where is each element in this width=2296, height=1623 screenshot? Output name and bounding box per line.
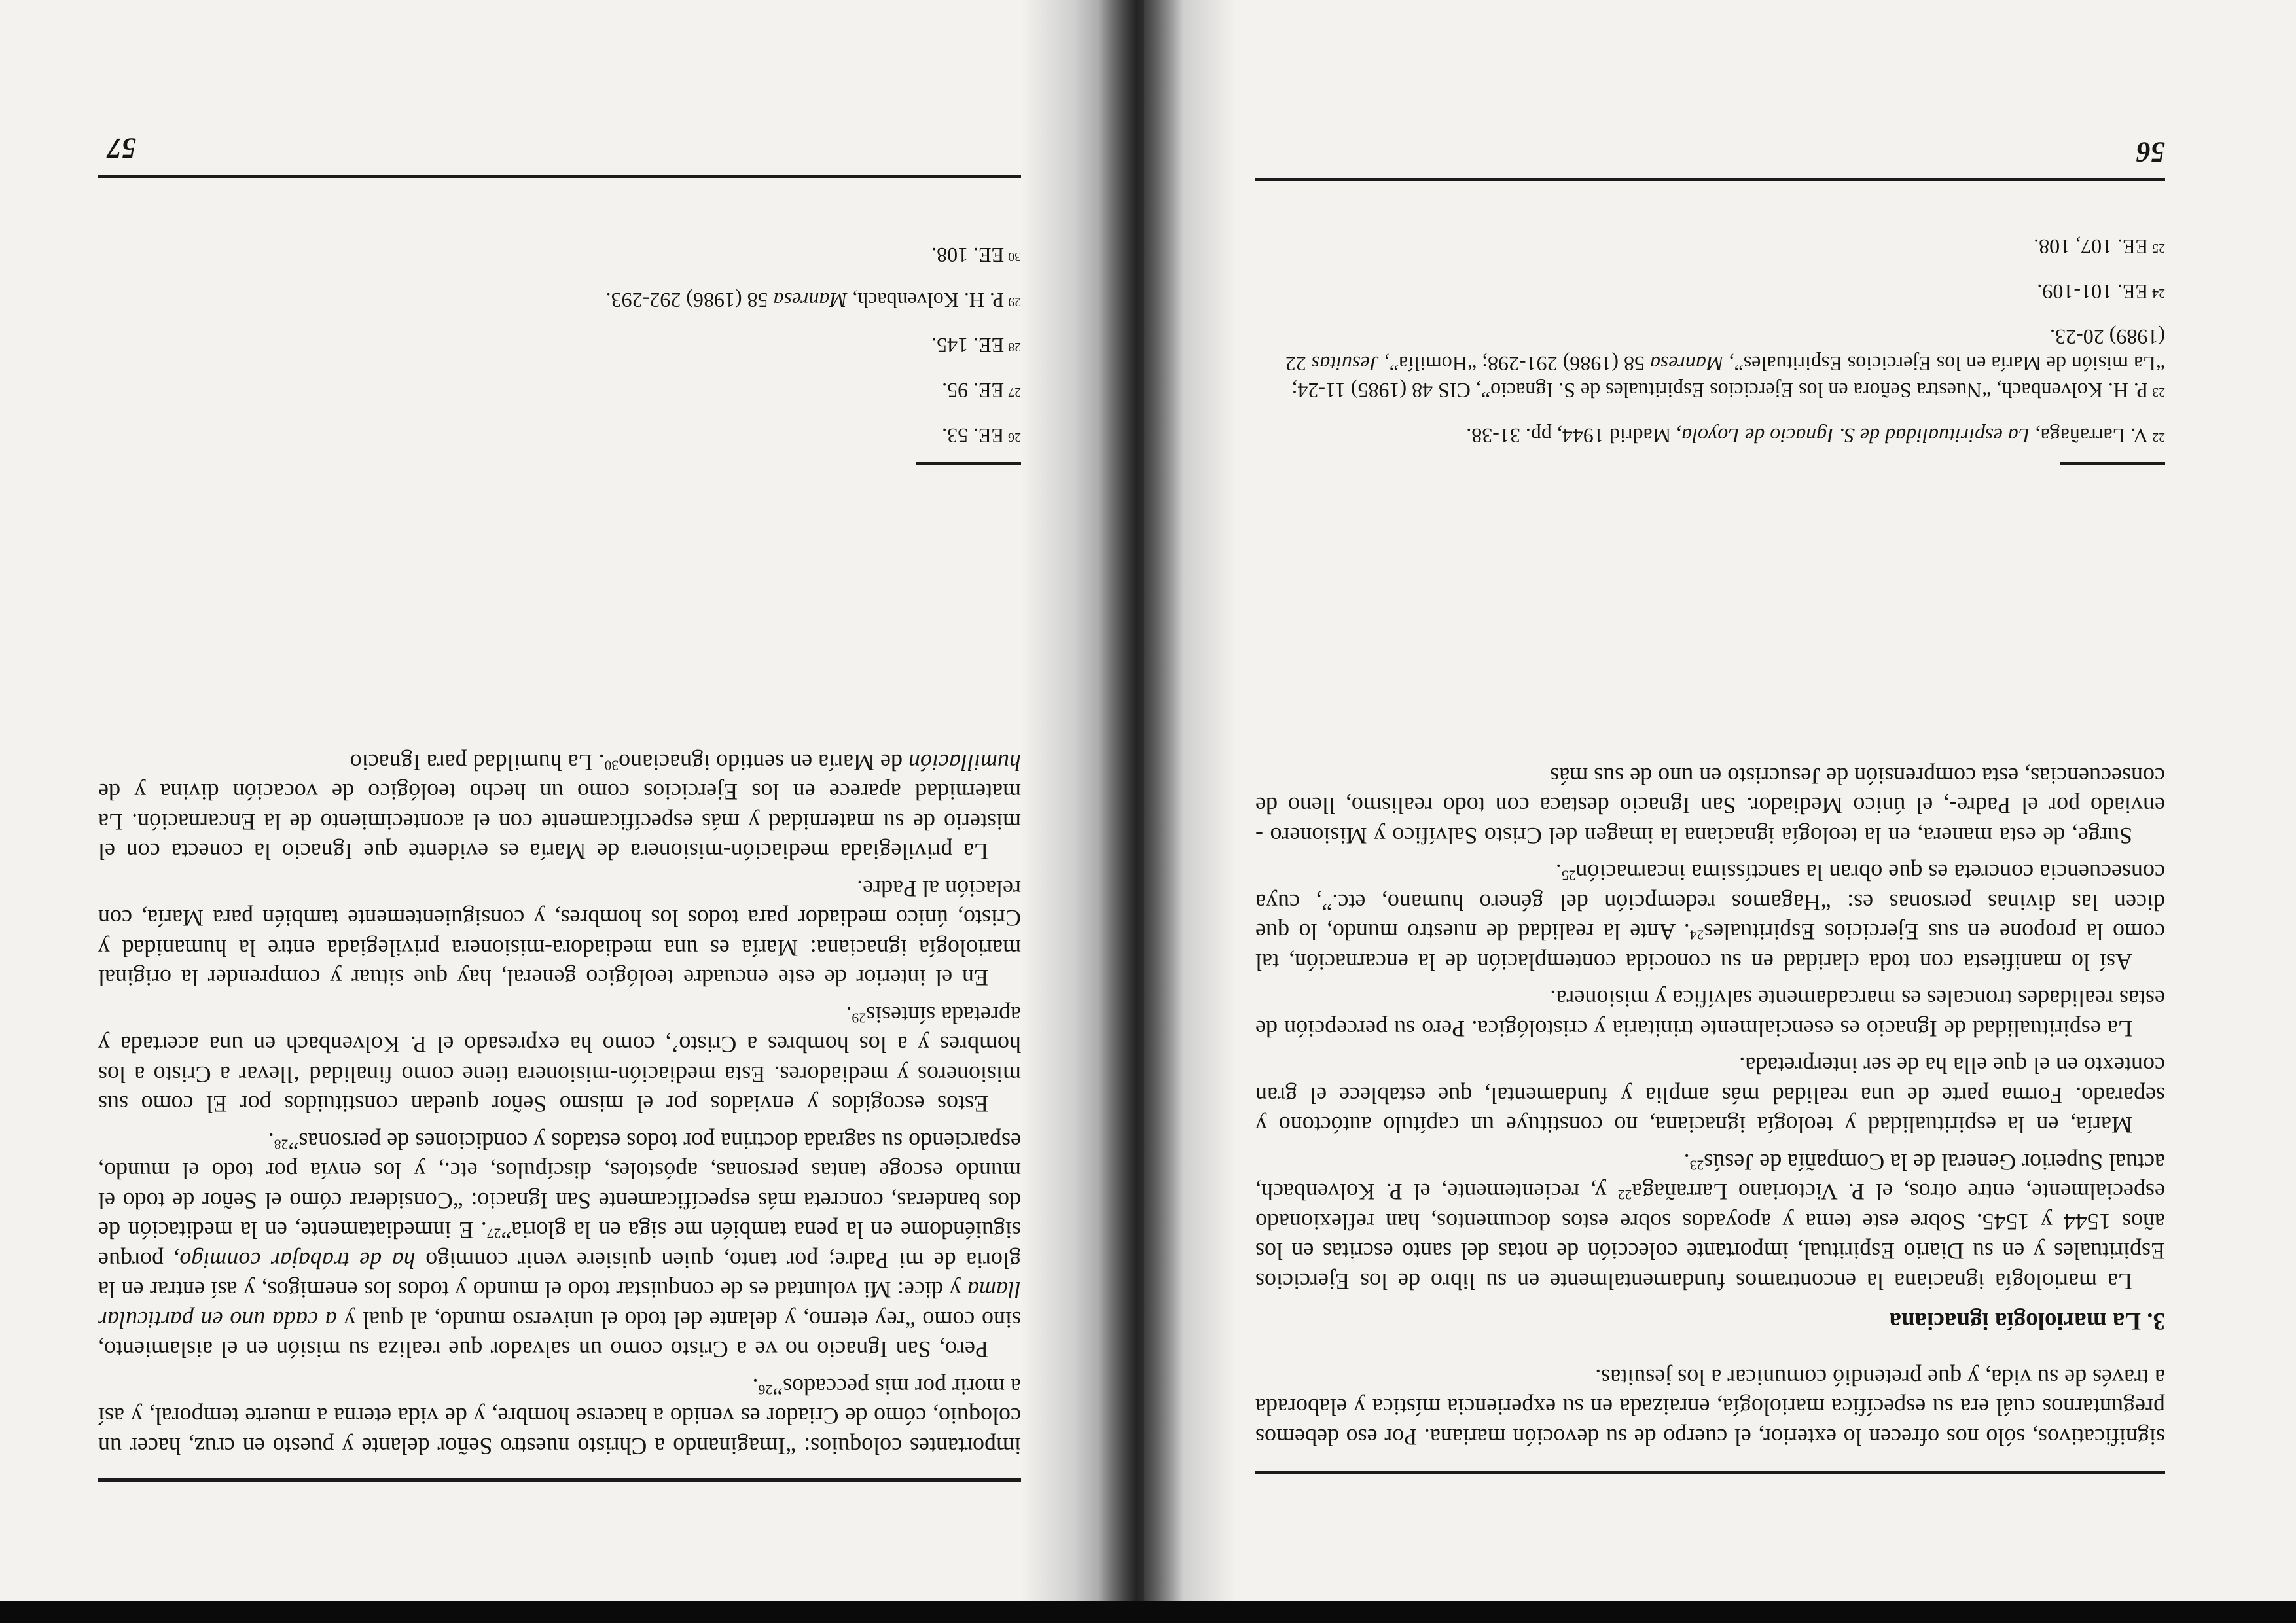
footnote-rule [916,462,1021,465]
page-56-footnotes [1255,216,2165,450]
footnote-ref-24[interactable]: 24 [1689,927,1704,944]
footnote-28: $^{28}$EE. 145. [931,334,1021,358]
top-rule [1255,1471,2165,1474]
footnote-ref-28[interactable]: 28 [274,1136,289,1152]
paragraph-intro: significativos, sólo nos ofrecen lo exterior, el cuerpo de su devoción mariana. Por eso debemos preguntarnos cuál era su específica mariología, enraizada en su experiencia mística y elaborada a través de su vida, y que pretendió comunicar a los jesuitas. [1255,1364,2165,1450]
paragraph-intro: importantes coloquios: “Imaginando a Christo nuestro Señor delante y puesto en cruz, hacer un coloquio, cómo de Criador es venido a hacerse hombre, y de vida eterna a muerte temporal, y así a morir por mis peccados”$^{26}$. [98,1374,1021,1459]
page-57-footnotes [98,224,1021,450]
page-56-body [1255,761,2165,1452]
footnote-26: $^{26}$EE. 53. [942,424,1021,448]
footnote-29: $^{29}$P. H. Kolvenbach, Manresa 58 (1986) 292-293. [605,289,1021,313]
footnote-ref-25[interactable]: 25 [1561,868,1576,884]
section-heading: 3. La mariología ignaciana [1889,1308,2165,1335]
footnote-ref-29[interactable]: 29 [852,1010,867,1026]
top-rule [98,1478,1021,1482]
footnote-ref-30[interactable]: 30 [604,757,619,774]
paragraph-3: La espiritualidad de Ignacio es esencialmente trinitaria y cristológica. Pero su percepción de estas realidades troncales es marcadamente salvífica y misionera. [1255,986,2165,1042]
footnote-22: $^{22}$V. Larrañaga, La espiritualidad de S. Ignacio de Loyola, Madrid 1944, pp. 31-38. [1466,424,2165,448]
scan-edge [0,1601,2296,1623]
page-number: 56 [2136,136,2165,168]
paragraph-4: La privilegiada mediación-misionera de María es evidente que Ignacio la conecta con el misterio de su maternidad y más específicamente con el acontecimiento de la Encarnación. La maternidad aparece en los Ejercicios como un hecho teológico de vocación divina y de humillación de María en sentido ignaciano$^{30}$. La humildad para Ignacio [98,749,1021,865]
book-gutter-shadow [1098,0,1183,1623]
paragraph-5: Surge, de esta manera, en la teología ignaciana la imagen del Cristo Salvífico y Misionero -enviado por el Padre-, el único Mediador. San Ignacio destaca con todo realismo, lleno de consecuencias, esta comprensión de Jesucristo en uno de sus más [1255,763,2165,849]
paragraph-3: En el interior de este encuadre teológico general, hay que situar y comprender la original mariología ignaciana: María es una mediadora-misionera privilegiada entre la humanidad y Cristo, único mediador para todos los hombres, y consiguientemente también para María, con relación al Padre. [98,876,1021,991]
footnote-ref-22[interactable]: 22 [1617,1187,1632,1204]
page-57-body [98,747,1021,1461]
footnote-24: $^{24}$EE. 101-109. [2037,280,2165,304]
paragraph-1: La mariología ignaciana la encontramos fundamentalmente en su libro de los Ejercicios Espirituales y en su Diario Espiritual, importante colección de notas del santo escritas en los años 1544 y 1545. Sobre este tema y apoyados sobre estos documentos, han reflexionado especialmente, entre otros, el P. Victoriano Larrañaga$^{22}$ y, recientemente, el P. Kolvenbach, actual Superior General de la Compañía de Jesús$^{23}$. [1255,1149,2165,1294]
page-56 [1144,0,2296,1623]
paragraph-2: Estos escogidos y enviados por el mismo Señor quedan constituidos por El como sus misioneros y mediadores. Esta mediación-misionera tiene como finalidad ‘llevar a Cristo a los hombres y a los hombres a Cristo’, como ha expresado el P. Kolvenbach en una acertada y apretada síntesis$^{29}$. [98,1002,1021,1118]
paragraph-4: Así lo manifiesta con toda claridad en su conocida contemplación de la encarnación, tal como la propone en sus Ejercicios Espirituales$^{24}$. Ante la realidad de nuestro mundo, lo que dicen las divinas personas es: “Hagamos redempción del género humano, etc.”, cuya consecuencia concreta es que obran la sanctíssima incarnación$^{25}$. [1255,859,2165,975]
bottom-rule [98,175,1021,178]
footnote-ref-23[interactable]: 23 [1689,1157,1704,1173]
footnote-27: $^{27}$EE. 95. [942,379,1021,403]
page-57 [0,0,1144,1623]
paragraph-2: María, en la espiritualidad y teología ignaciana, no constituye un capítulo autóctono y separado. Forma parte de una realidad más amplia y fundamental, que establece el gran contexto en el que ella ha de ser interpretada. [1255,1052,2165,1139]
footnote-30: $^{30}$EE. 108. [931,243,1021,268]
footnote-ref-26[interactable]: 26 [758,1382,773,1398]
footnote-ref-27[interactable]: 27 [486,1226,501,1242]
footnote-23: $^{23}$P. H. Kolvenbach, “Nuestra Señora en los Ejercicios Espirituales de S. Ignacio”, CIS 48 (1985) 11-24; “La misión de María en los Ejercicios Espirituales”, Manresa 58 (1986) 291-298; “Homilía”, Jesuitas 22 (1989) 20-23. [1285,325,2165,403]
footnote-25: $^{25}$EE. 107, 108. [2034,235,2165,259]
paragraph-1: Pero, San Ignacio no ve a Cristo como un salvador que realiza su misión en el aislamiento, sino como “rey eterno, y delante del todo el universo mundo, al qual y a cada uno en particular llama y dice: Mi voluntad es de conquistar todo el mundo y todos los enemigos, y así entrar en la gloria de mi Padre; por tanto, quien quisiere venir conmigo ha de trabajar conmigo, porque siguiéndome en la pena también me siga en la gloria”$^{27}$. E inmediatamente, en la meditación de dos banderas, concreta más específicamente San Ignacio: “Considerar cómo el Señor de todo el mundo escoge tantas personas, apóstoles, discípulos, etc., y los envía por todo el mundo, esparciendo su sagrada doctrina por todos estados y condiciones de personas”$^{28}$. [98,1128,1021,1363]
footnote-rule [2060,462,2165,465]
bottom-rule [1255,178,2165,181]
page-number: 57 [107,132,136,164]
